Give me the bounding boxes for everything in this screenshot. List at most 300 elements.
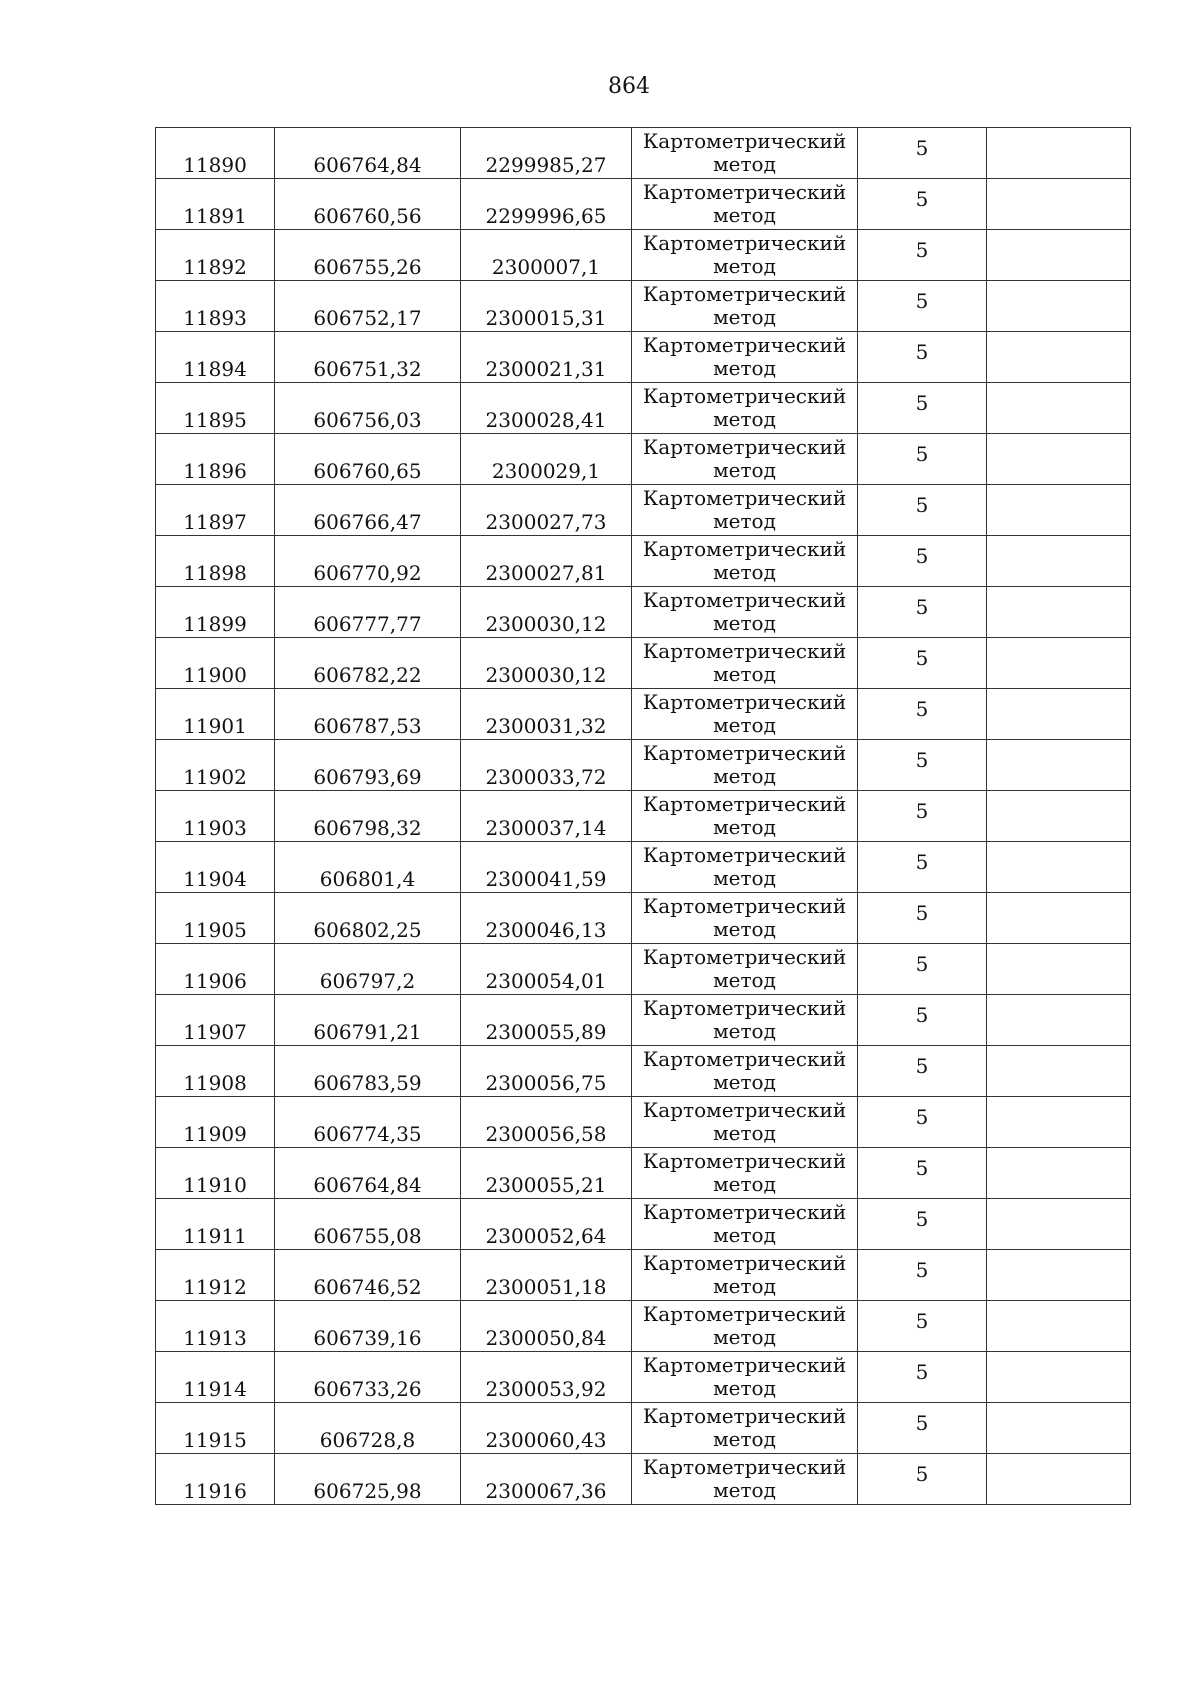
table-row xyxy=(156,485,1131,536)
coordinate-y-cell xyxy=(461,1301,632,1352)
point-number-cell xyxy=(156,1301,275,1352)
point-number-cell xyxy=(156,587,275,638)
method-cell-text: Картометрический xyxy=(642,537,847,561)
accuracy-cell xyxy=(858,434,987,485)
point-number-cell xyxy=(156,1148,275,1199)
method-cell-text: метод xyxy=(713,917,776,941)
coordinate-y-cell xyxy=(461,434,632,485)
point-number-cell xyxy=(156,383,275,434)
point-number-cell-text: 11901 xyxy=(183,714,247,738)
accuracy-cell-text: 5 xyxy=(915,1053,929,1078)
table-row xyxy=(156,332,1131,383)
point-number-cell xyxy=(156,536,275,587)
coordinate-x-cell xyxy=(275,893,461,944)
point-number-cell xyxy=(156,485,275,536)
method-cell-text: Картометрический xyxy=(642,639,847,663)
coordinate-y-cell-text: 2300030,12 xyxy=(485,663,607,687)
coordinate-y-cell xyxy=(461,842,632,893)
method-cell-text: Картометрический xyxy=(642,129,847,153)
coordinate-x-cell-text: 606783,59 xyxy=(313,1071,422,1095)
accuracy-cell xyxy=(858,1454,987,1505)
coordinate-x-cell xyxy=(275,740,461,791)
method-cell xyxy=(632,1199,858,1250)
method-cell xyxy=(632,1097,858,1148)
method-cell-text: Картометрический xyxy=(642,690,847,714)
coordinate-x-cell-text: 606770,92 xyxy=(313,561,422,585)
accuracy-cell-text: 5 xyxy=(915,1002,929,1027)
accuracy-cell xyxy=(858,485,987,536)
method-cell-text: метод xyxy=(713,866,776,890)
coordinate-y-cell-text: 2300051,18 xyxy=(485,1275,607,1299)
coordinate-y-cell xyxy=(461,536,632,587)
coordinate-x-cell-text: 606798,32 xyxy=(313,816,422,840)
coordinate-y-cell xyxy=(461,485,632,536)
point-number-cell-text: 11898 xyxy=(183,561,247,585)
accuracy-cell xyxy=(858,791,987,842)
accuracy-cell-text: 5 xyxy=(915,1308,929,1333)
accuracy-cell-text: 5 xyxy=(915,1359,929,1384)
coordinate-y-cell-text: 2299985,27 xyxy=(485,153,607,177)
coordinate-x-cell xyxy=(275,1250,461,1301)
method-cell-text: Картометрический xyxy=(642,231,847,255)
point-number-cell-text: 11895 xyxy=(183,408,247,432)
point-number-cell-text: 11911 xyxy=(183,1224,247,1248)
method-cell xyxy=(632,179,858,230)
note-cell xyxy=(987,1046,1131,1097)
point-number-cell-text: 11900 xyxy=(183,663,247,687)
method-cell-text: метод xyxy=(713,356,776,380)
accuracy-cell xyxy=(858,893,987,944)
note-cell xyxy=(987,791,1131,842)
coordinate-y-cell-text: 2300027,81 xyxy=(485,561,607,585)
table-row xyxy=(156,638,1131,689)
accuracy-cell-text: 5 xyxy=(915,492,929,517)
coordinate-x-cell-text: 606782,22 xyxy=(313,663,422,687)
method-cell-text: метод xyxy=(713,764,776,788)
accuracy-cell-text: 5 xyxy=(915,798,929,823)
coordinate-y-cell xyxy=(461,383,632,434)
note-cell xyxy=(987,128,1131,179)
table-row xyxy=(156,842,1131,893)
method-cell xyxy=(632,893,858,944)
coordinate-x-cell xyxy=(275,179,461,230)
coordinate-y-cell-text: 2300021,31 xyxy=(485,357,607,381)
table-row xyxy=(156,128,1131,179)
coordinate-y-cell-text: 2300055,21 xyxy=(485,1173,607,1197)
method-cell-text: метод xyxy=(713,1427,776,1451)
point-number-cell xyxy=(156,1046,275,1097)
method-cell-text: Картометрический xyxy=(642,1098,847,1122)
method-cell xyxy=(632,536,858,587)
accuracy-cell xyxy=(858,128,987,179)
point-number-cell-text: 11914 xyxy=(183,1377,247,1401)
coordinate-y-cell xyxy=(461,944,632,995)
method-cell-text: метод xyxy=(713,509,776,533)
note-cell xyxy=(987,587,1131,638)
method-cell xyxy=(632,689,858,740)
accuracy-cell-text: 5 xyxy=(915,186,929,211)
accuracy-cell-text: 5 xyxy=(915,390,929,415)
accuracy-cell xyxy=(858,587,987,638)
note-cell xyxy=(987,1454,1131,1505)
coordinate-x-cell xyxy=(275,485,461,536)
coordinate-y-cell-text: 2300029,1 xyxy=(491,459,601,483)
note-cell xyxy=(987,944,1131,995)
coordinate-x-cell-text: 606752,17 xyxy=(313,306,422,330)
coordinate-y-cell-text: 2300041,59 xyxy=(485,867,607,891)
method-cell xyxy=(632,1403,858,1454)
note-cell xyxy=(987,1250,1131,1301)
method-cell-text: Картометрический xyxy=(642,1302,847,1326)
coordinate-y-cell-text: 2300056,58 xyxy=(485,1122,607,1146)
point-number-cell-text: 11893 xyxy=(183,306,247,330)
accuracy-cell-text: 5 xyxy=(915,1206,929,1231)
note-cell xyxy=(987,179,1131,230)
coordinate-x-cell xyxy=(275,638,461,689)
method-cell-text: метод xyxy=(713,458,776,482)
method-cell-text: метод xyxy=(713,1478,776,1502)
method-cell xyxy=(632,485,858,536)
coordinate-x-cell-text: 606755,08 xyxy=(313,1224,422,1248)
coordinate-y-cell xyxy=(461,689,632,740)
method-cell xyxy=(632,434,858,485)
method-cell-text: Картометрический xyxy=(642,1251,847,1275)
point-number-cell-text: 11903 xyxy=(183,816,247,840)
point-number-cell-text: 11896 xyxy=(183,459,247,483)
note-cell xyxy=(987,893,1131,944)
method-cell-text: Картометрический xyxy=(642,945,847,969)
coordinate-x-cell-text: 606787,53 xyxy=(313,714,422,738)
accuracy-cell-text: 5 xyxy=(915,747,929,772)
accuracy-cell xyxy=(858,281,987,332)
accuracy-cell xyxy=(858,1352,987,1403)
coordinate-x-cell-text: 606760,56 xyxy=(313,204,422,228)
accuracy-cell-text: 5 xyxy=(915,1461,929,1486)
table-row xyxy=(156,1097,1131,1148)
note-cell xyxy=(987,332,1131,383)
accuracy-cell xyxy=(858,332,987,383)
point-number-cell xyxy=(156,1097,275,1148)
coordinate-y-cell xyxy=(461,587,632,638)
method-cell-text: метод xyxy=(713,203,776,227)
coordinate-y-cell xyxy=(461,740,632,791)
method-cell-text: метод xyxy=(713,305,776,329)
table-row xyxy=(156,1301,1131,1352)
point-number-cell xyxy=(156,1250,275,1301)
coordinate-x-cell-text: 606746,52 xyxy=(313,1275,422,1299)
point-number-cell xyxy=(156,944,275,995)
method-cell-text: Картометрический xyxy=(642,1455,847,1479)
coordinate-x-cell-text: 606793,69 xyxy=(313,765,422,789)
coordinate-x-cell-text: 606739,16 xyxy=(313,1326,422,1350)
accuracy-cell xyxy=(858,179,987,230)
table-row xyxy=(156,536,1131,587)
method-cell xyxy=(632,587,858,638)
accuracy-cell-text: 5 xyxy=(915,441,929,466)
method-cell-text: метод xyxy=(713,713,776,737)
coordinate-x-cell xyxy=(275,1097,461,1148)
accuracy-cell xyxy=(858,1148,987,1199)
coordinate-y-cell-text: 2300028,41 xyxy=(485,408,607,432)
accuracy-cell-text: 5 xyxy=(915,696,929,721)
method-cell-text: Картометрический xyxy=(642,1353,847,1377)
point-number-cell-text: 11904 xyxy=(183,867,247,891)
coordinate-x-cell xyxy=(275,383,461,434)
coordinate-x-cell xyxy=(275,689,461,740)
coordinate-x-cell-text: 606755,26 xyxy=(313,255,422,279)
coordinate-y-cell-text: 2300067,36 xyxy=(485,1479,607,1503)
note-cell xyxy=(987,1097,1131,1148)
coordinate-x-cell xyxy=(275,1199,461,1250)
point-number-cell-text: 11892 xyxy=(183,255,247,279)
method-cell-text: Картометрический xyxy=(642,384,847,408)
table-row xyxy=(156,1148,1131,1199)
method-cell-text: метод xyxy=(713,1070,776,1094)
point-number-cell xyxy=(156,1454,275,1505)
coordinate-y-cell-text: 2300007,1 xyxy=(491,255,601,279)
note-cell xyxy=(987,230,1131,281)
coordinate-x-cell xyxy=(275,944,461,995)
table-row xyxy=(156,689,1131,740)
method-cell-text: Картометрический xyxy=(642,588,847,612)
coordinate-x-cell-text: 606760,65 xyxy=(313,459,422,483)
note-cell xyxy=(987,383,1131,434)
accuracy-cell xyxy=(858,1199,987,1250)
note-cell xyxy=(987,434,1131,485)
accuracy-cell-text: 5 xyxy=(915,135,929,160)
coordinate-x-cell xyxy=(275,587,461,638)
coordinate-x-cell-text: 606728,8 xyxy=(319,1428,416,1452)
coordinate-x-cell xyxy=(275,1301,461,1352)
coordinate-y-cell-text: 2300015,31 xyxy=(485,306,607,330)
note-cell xyxy=(987,638,1131,689)
point-number-cell-text: 11908 xyxy=(183,1071,247,1095)
table-body xyxy=(156,128,1131,1505)
method-cell xyxy=(632,791,858,842)
coordinate-y-cell-text: 2300056,75 xyxy=(485,1071,607,1095)
point-number-cell xyxy=(156,434,275,485)
coordinate-x-cell-text: 606777,77 xyxy=(313,612,422,636)
method-cell xyxy=(632,332,858,383)
table-row xyxy=(156,383,1131,434)
accuracy-cell xyxy=(858,740,987,791)
method-cell-text: метод xyxy=(713,968,776,992)
coordinate-x-cell xyxy=(275,128,461,179)
coordinate-x-cell-text: 606764,84 xyxy=(313,1173,422,1197)
coordinate-x-cell xyxy=(275,842,461,893)
method-cell xyxy=(632,230,858,281)
method-cell-text: метод xyxy=(713,1223,776,1247)
point-number-cell-text: 11915 xyxy=(183,1428,247,1452)
method-cell xyxy=(632,383,858,434)
accuracy-cell xyxy=(858,383,987,434)
method-cell-text: Картометрический xyxy=(642,894,847,918)
point-number-cell xyxy=(156,995,275,1046)
note-cell xyxy=(987,1199,1131,1250)
coordinate-y-cell xyxy=(461,1454,632,1505)
accuracy-cell-text: 5 xyxy=(915,951,929,976)
coordinate-x-cell xyxy=(275,1403,461,1454)
method-cell-text: метод xyxy=(713,1274,776,1298)
accuracy-cell xyxy=(858,536,987,587)
table-row xyxy=(156,1403,1131,1454)
coordinate-y-cell-text: 2300050,84 xyxy=(485,1326,607,1350)
coordinate-x-cell xyxy=(275,1148,461,1199)
coordinate-y-cell xyxy=(461,995,632,1046)
coordinate-y-cell-text: 2300053,92 xyxy=(485,1377,607,1401)
coordinate-y-cell xyxy=(461,332,632,383)
method-cell xyxy=(632,1454,858,1505)
method-cell-text: Картометрический xyxy=(642,1047,847,1071)
table-row xyxy=(156,1352,1131,1403)
note-cell xyxy=(987,1352,1131,1403)
method-cell-text: метод xyxy=(713,611,776,635)
accuracy-cell-text: 5 xyxy=(915,237,929,262)
method-cell-text: метод xyxy=(713,560,776,584)
method-cell xyxy=(632,1148,858,1199)
accuracy-cell-text: 5 xyxy=(915,1104,929,1129)
method-cell xyxy=(632,638,858,689)
coordinate-y-cell xyxy=(461,1403,632,1454)
method-cell xyxy=(632,944,858,995)
note-cell xyxy=(987,1403,1131,1454)
method-cell-text: Картометрический xyxy=(642,435,847,459)
coordinate-x-cell xyxy=(275,1352,461,1403)
accuracy-cell xyxy=(858,689,987,740)
coordinate-x-cell-text: 606733,26 xyxy=(313,1377,422,1401)
coordinate-y-cell-text: 2300037,14 xyxy=(485,816,607,840)
table-row xyxy=(156,587,1131,638)
table-row xyxy=(156,791,1131,842)
table-row xyxy=(156,1250,1131,1301)
coordinate-y-cell-text: 2300060,43 xyxy=(485,1428,607,1452)
point-number-cell-text: 11891 xyxy=(183,204,247,228)
table-row xyxy=(156,944,1131,995)
coordinate-y-cell xyxy=(461,1352,632,1403)
table-row xyxy=(156,893,1131,944)
accuracy-cell-text: 5 xyxy=(915,1257,929,1282)
point-number-cell xyxy=(156,1199,275,1250)
coordinate-x-cell-text: 606802,25 xyxy=(313,918,422,942)
accuracy-cell-text: 5 xyxy=(915,900,929,925)
coordinate-y-cell xyxy=(461,1250,632,1301)
coordinate-x-cell xyxy=(275,995,461,1046)
point-number-cell xyxy=(156,128,275,179)
method-cell xyxy=(632,128,858,179)
table-row xyxy=(156,230,1131,281)
coordinate-x-cell-text: 606774,35 xyxy=(313,1122,422,1146)
point-number-cell xyxy=(156,689,275,740)
coordinate-y-cell xyxy=(461,791,632,842)
method-cell xyxy=(632,842,858,893)
point-number-cell xyxy=(156,230,275,281)
accuracy-cell xyxy=(858,638,987,689)
coordinate-x-cell-text: 606751,32 xyxy=(313,357,422,381)
note-cell xyxy=(987,740,1131,791)
accuracy-cell xyxy=(858,944,987,995)
method-cell-text: Картометрический xyxy=(642,741,847,765)
method-cell-text: метод xyxy=(713,815,776,839)
coordinate-y-cell-text: 2300030,12 xyxy=(485,612,607,636)
method-cell-text: Картометрический xyxy=(642,180,847,204)
accuracy-cell-text: 5 xyxy=(915,1155,929,1180)
coordinate-y-cell xyxy=(461,1148,632,1199)
coordinate-y-cell-text: 2300027,73 xyxy=(485,510,607,534)
note-cell xyxy=(987,689,1131,740)
table-row xyxy=(156,179,1131,230)
method-cell-text: Картометрический xyxy=(642,996,847,1020)
table-row xyxy=(156,281,1131,332)
coordinate-x-cell-text: 606725,98 xyxy=(313,1479,422,1503)
coordinate-y-cell xyxy=(461,1097,632,1148)
method-cell-text: Картометрический xyxy=(642,333,847,357)
coordinate-x-cell-text: 606791,21 xyxy=(313,1020,422,1044)
point-number-cell xyxy=(156,332,275,383)
coordinate-x-cell-text: 606764,84 xyxy=(313,153,422,177)
point-number-cell xyxy=(156,842,275,893)
coordinate-x-cell-text: 606766,47 xyxy=(313,510,422,534)
coordinate-x-cell-text: 606797,2 xyxy=(319,969,416,993)
method-cell-text: метод xyxy=(713,1376,776,1400)
method-cell xyxy=(632,281,858,332)
accuracy-cell xyxy=(858,995,987,1046)
method-cell-text: метод xyxy=(713,1121,776,1145)
coordinate-x-cell xyxy=(275,332,461,383)
table-row xyxy=(156,434,1131,485)
note-cell xyxy=(987,1301,1131,1352)
table-row xyxy=(156,1454,1131,1505)
note-cell xyxy=(987,995,1131,1046)
method-cell-text: метод xyxy=(713,1019,776,1043)
coordinate-x-cell-text: 606756,03 xyxy=(313,408,422,432)
accuracy-cell xyxy=(858,230,987,281)
coordinate-y-cell-text: 2300046,13 xyxy=(485,918,607,942)
table-row xyxy=(156,995,1131,1046)
point-number-cell xyxy=(156,179,275,230)
coordinate-x-cell xyxy=(275,434,461,485)
coordinate-y-cell-text: 2300031,32 xyxy=(485,714,607,738)
method-cell-text: метод xyxy=(713,662,776,686)
point-number-cell-text: 11902 xyxy=(183,765,247,789)
method-cell-text: метод xyxy=(713,407,776,431)
method-cell xyxy=(632,1250,858,1301)
coordinate-x-cell xyxy=(275,791,461,842)
method-cell xyxy=(632,740,858,791)
coordinate-y-cell-text: 2300054,01 xyxy=(485,969,607,993)
accuracy-cell xyxy=(858,1046,987,1097)
point-number-cell-text: 11906 xyxy=(183,969,247,993)
point-number-cell-text: 11905 xyxy=(183,918,247,942)
note-cell xyxy=(987,842,1131,893)
point-number-cell xyxy=(156,791,275,842)
accuracy-cell-text: 5 xyxy=(915,543,929,568)
accuracy-cell-text: 5 xyxy=(915,849,929,874)
accuracy-cell-text: 5 xyxy=(915,594,929,619)
method-cell-text: Картометрический xyxy=(642,1149,847,1173)
point-number-cell xyxy=(156,638,275,689)
coordinate-x-cell-text: 606801,4 xyxy=(319,867,416,891)
point-number-cell-text: 11913 xyxy=(183,1326,247,1350)
accuracy-cell-text: 5 xyxy=(915,645,929,670)
point-number-cell-text: 11899 xyxy=(183,612,247,636)
coordinate-y-cell xyxy=(461,230,632,281)
table-row xyxy=(156,740,1131,791)
coordinate-y-cell-text: 2300055,89 xyxy=(485,1020,607,1044)
method-cell-text: Картометрический xyxy=(642,792,847,816)
accuracy-cell xyxy=(858,1403,987,1454)
method-cell-text: Картометрический xyxy=(642,1200,847,1224)
method-cell xyxy=(632,1352,858,1403)
